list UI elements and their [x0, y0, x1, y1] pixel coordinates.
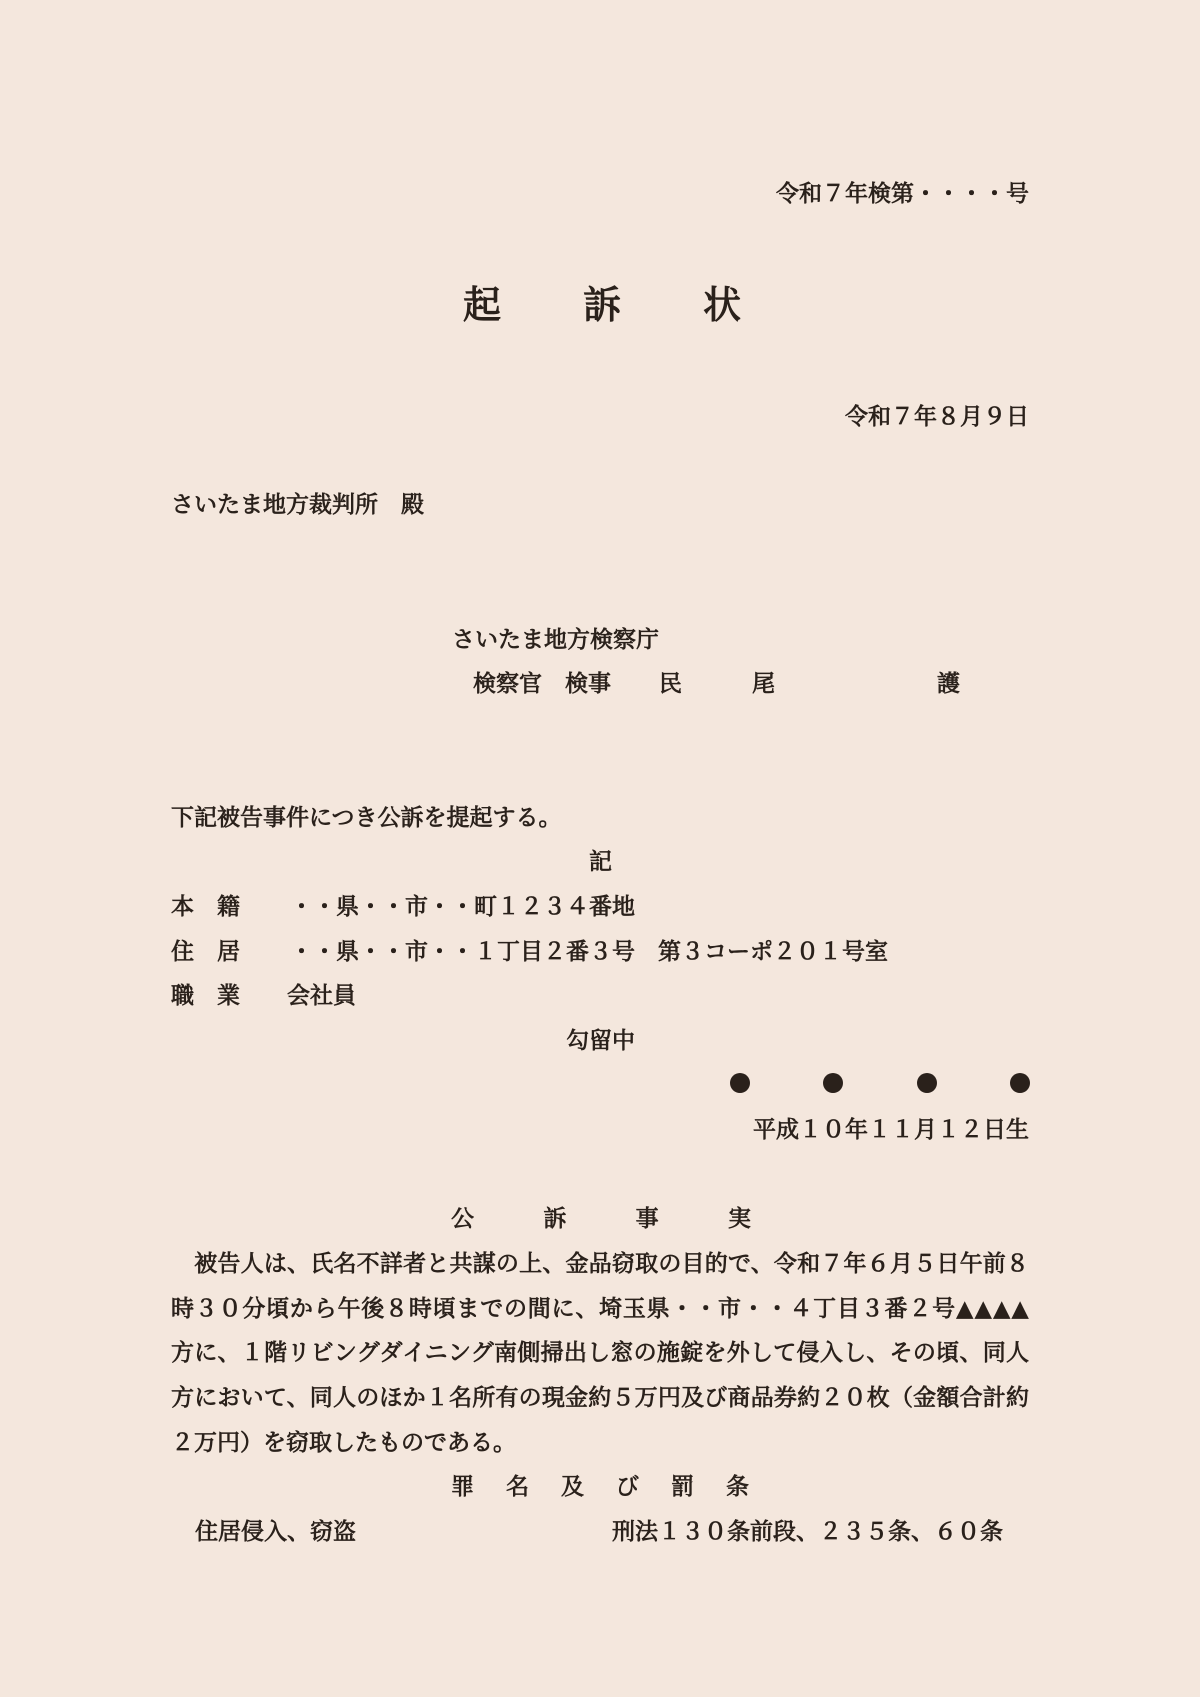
charges-heading-char: び	[616, 1473, 639, 1500]
charges-law: 刑法１３０条前段、２３５条、６０条	[612, 1518, 1003, 1545]
facts-heading-char: 実	[727, 1205, 751, 1232]
facts-heading	[451, 1207, 751, 1230]
masked-name-dot	[823, 1073, 843, 1093]
title-char: 状	[702, 282, 741, 327]
addressee: さいたま地方裁判所 殿	[171, 491, 424, 518]
jukyo-value: ・・県・・市・・１丁目２番３号 第３コーポ２０１号室	[290, 938, 888, 965]
facts-line: 被告人は、氏名不詳者と共謀の上、金品窃取の目的で、令和７年６月５日午前８	[171, 1250, 1029, 1277]
shokugyo-value: 会社員	[287, 982, 356, 1009]
prosecutor-office: さいたま地方検察庁	[452, 626, 659, 653]
defendant-birthdate: 平成１０年１１月１２日生	[753, 1116, 1029, 1143]
custody-status: 勾留中	[566, 1027, 635, 1054]
masked-name-dot	[1010, 1073, 1030, 1093]
honseki-label: 本 籍	[171, 893, 240, 920]
facts-heading-char: 事	[635, 1205, 659, 1232]
facts-heading-char: 公	[451, 1205, 474, 1232]
charges-heading-char: 罪	[451, 1473, 474, 1500]
facts-heading-char: 訴	[543, 1205, 567, 1232]
title-char: 起	[463, 282, 502, 327]
charges-heading	[451, 1475, 749, 1498]
honseki-value: ・・県・・市・・町１２３４番地	[290, 893, 635, 920]
facts-line: 時３０分頃から午後８時頃までの間に、埼玉県・・市・・４丁目３番２号▲▲▲▲	[171, 1295, 1029, 1322]
charges-name: 住居侵入、窃盗	[195, 1518, 356, 1545]
prosecutor-name-char: 尾	[752, 670, 775, 697]
shokugyo-label: 職 業	[171, 982, 240, 1009]
charges-heading-char: 条	[726, 1473, 749, 1500]
facts-line: 方に、１階リビングダイニング南側掃出し窓の施錠を外して侵入し、その頃、同人	[171, 1339, 1029, 1366]
intro-text: 下記被告事件につき公訴を提起する。	[171, 804, 562, 831]
document-title	[463, 282, 741, 327]
defendant-name-masked	[730, 1073, 1030, 1093]
masked-name-dot	[730, 1073, 750, 1093]
facts-line: 方において、同人のほか１名所有の現金約５万円及び商品券約２０枚（金額合計約	[171, 1384, 1029, 1411]
prosecutor-name-char: 民	[659, 670, 682, 697]
case-number: 令和７年検第・・・・号	[776, 180, 1029, 207]
prosecutor-title: 検察官 検事	[473, 670, 611, 697]
charges-heading-char: 名	[506, 1473, 529, 1500]
masked-name-dot	[917, 1073, 937, 1093]
prosecutor-name-char: 護	[937, 670, 960, 697]
charges-heading-char: 罰	[671, 1473, 694, 1500]
title-char: 訴	[582, 282, 621, 327]
jukyo-label: 住 居	[171, 938, 240, 965]
charges-heading-char: 及	[561, 1473, 584, 1500]
document-date: 令和７年８月９日	[845, 403, 1029, 430]
facts-last-line: ２万円）を窃取したものである。	[171, 1429, 516, 1456]
ki-heading: 記	[589, 848, 612, 875]
